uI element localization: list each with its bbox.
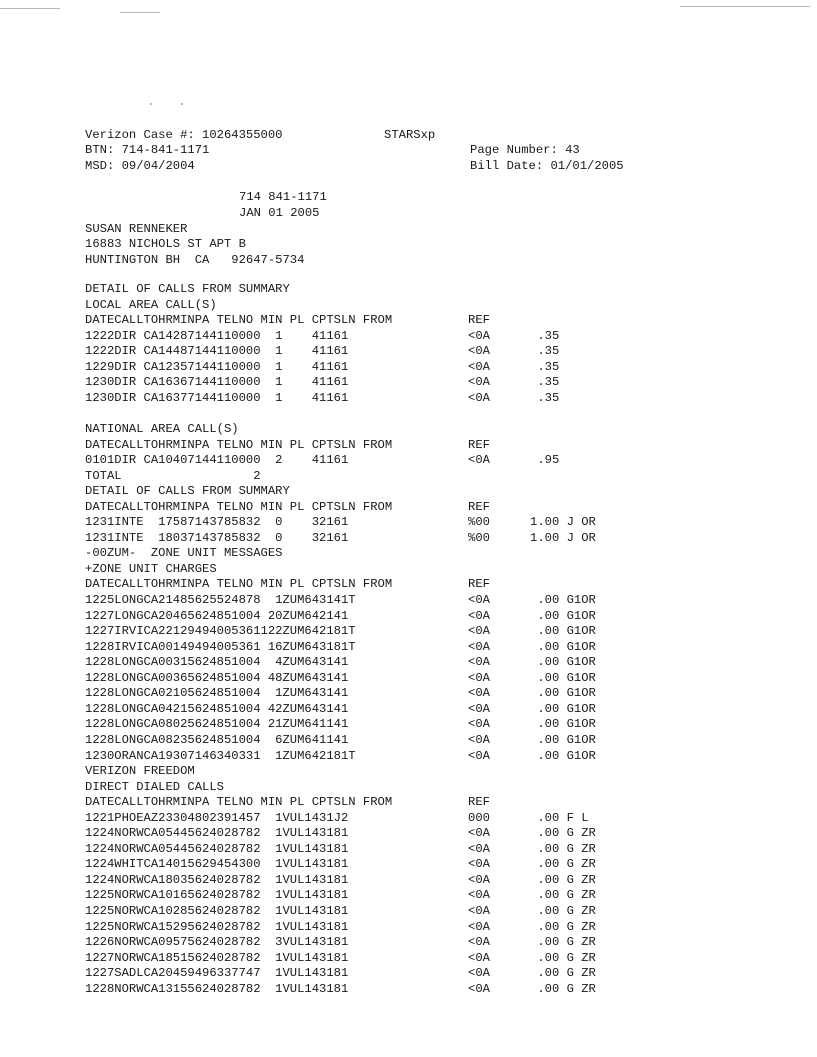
- detail-line-ref: <0A: [468, 982, 490, 996]
- detail-line-amount: .00 G ZR: [530, 888, 596, 902]
- scan-speck: [0, 8, 60, 9]
- bill-date: Bill Date: 01/01/2005: [470, 159, 624, 173]
- detail-line-ref: <0A: [468, 935, 490, 949]
- account-phone: 714 841-1171: [239, 190, 327, 204]
- detail-line-ref: <0A: [468, 686, 490, 700]
- detail-line-amount: .00 G ZR: [530, 857, 596, 871]
- detail-line-text: 1227IRVICA22129494005361122ZUM642181T: [85, 624, 356, 638]
- detail-line-ref: REF: [468, 438, 490, 452]
- detail-line-ref: <0A: [468, 329, 490, 343]
- detail-line-ref: <0A: [468, 951, 490, 965]
- scan-speck: [150, 103, 152, 105]
- detail-line-text: 1230ORANCA19307146340331 1ZUM642181T: [85, 749, 356, 763]
- page-number: Page Number: 43: [470, 143, 580, 157]
- detail-line-text: NATIONAL AREA CALL(S): [85, 422, 239, 436]
- detail-line-text: 1228LONGCA04215624851004 42ZUM643141: [85, 702, 349, 716]
- detail-line-text: 0101DIR CA10407144110000 2 41161: [85, 453, 349, 467]
- detail-line-amount: .00 G ZR: [530, 920, 596, 934]
- detail-line-ref: <0A: [468, 717, 490, 731]
- customer-city: HUNTINGTON BH CA 92647-5734: [85, 253, 305, 267]
- detail-line-text: 1225NORWCA10165624028782 1VUL143181: [85, 888, 349, 902]
- detail-line-amount: .00 G ZR: [530, 826, 596, 840]
- detail-line-text: DETAIL OF CALLS FROM SUMMARY: [85, 484, 290, 498]
- detail-line-text: 1224WHITCA14015629454300 1VUL143181: [85, 857, 349, 871]
- detail-line-text: DATECALLTOHRMINPA TELNO MIN PL CPTSLN FROM: [85, 438, 393, 452]
- detail-line-amount: .00 G ZR: [530, 935, 596, 949]
- detail-line-amount: .35: [530, 391, 560, 405]
- detail-line-ref: <0A: [468, 344, 490, 358]
- system-name: STARSxp: [384, 128, 436, 142]
- detail-line-text: 1230DIR CA16377144110000 1 41161: [85, 391, 349, 405]
- detail-line-ref: <0A: [468, 749, 490, 763]
- detail-line-text: DATECALLTOHRMINPA TELNO MIN PL CPTSLN FROM: [85, 795, 393, 809]
- detail-line-text: 1228IRVICA00149494005361 16ZUM643181T: [85, 640, 356, 654]
- detail-line-text: 1228LONGCA00315624851004 4ZUM643141: [85, 655, 349, 669]
- detail-line-text: 1225NORWCA10285624028782 1VUL143181: [85, 904, 349, 918]
- detail-line-amount: .00 G ZR: [530, 982, 596, 996]
- detail-line-amount: .00 G1OR: [530, 686, 596, 700]
- customer-street: 16883 NICHOLS ST APT B: [85, 237, 246, 251]
- detail-line-text: 1228NORWCA13155624028782 1VUL143181: [85, 982, 349, 996]
- detail-line-ref: <0A: [468, 375, 490, 389]
- detail-line-amount: 1.00 J OR: [530, 531, 596, 545]
- detail-line-amount: .00 G1OR: [530, 702, 596, 716]
- detail-line-ref: <0A: [468, 702, 490, 716]
- detail-line-ref: REF: [468, 313, 490, 327]
- detail-line-ref: <0A: [468, 966, 490, 980]
- detail-line-text: TOTAL 2: [85, 469, 261, 483]
- btn-number: BTN: 714-841-1171: [85, 143, 210, 157]
- detail-line-amount: 1.00 J OR: [530, 515, 596, 529]
- detail-line-text: 1226NORWCA09575624028782 3VUL143181: [85, 935, 349, 949]
- detail-line-amount: .00 G ZR: [530, 904, 596, 918]
- detail-line-ref: <0A: [468, 655, 490, 669]
- detail-line-amount: .00 G1OR: [530, 671, 596, 685]
- detail-line-text: DATECALLTOHRMINPA TELNO MIN PL CPTSLN FROM: [85, 500, 393, 514]
- detail-line-amount: .00 G1OR: [530, 624, 596, 638]
- detail-line-ref: <0A: [468, 842, 490, 856]
- detail-line-ref: <0A: [468, 671, 490, 685]
- detail-line-text: LOCAL AREA CALL(S): [85, 298, 217, 312]
- detail-line-text: DATECALLTOHRMINPA TELNO MIN PL CPTSLN FROM: [85, 577, 393, 591]
- detail-line-text: DETAIL OF CALLS FROM SUMMARY: [85, 282, 290, 296]
- detail-line-text: 1222DIR CA14487144110000 1 41161: [85, 344, 349, 358]
- detail-line-ref: <0A: [468, 360, 490, 374]
- detail-line-ref: <0A: [468, 733, 490, 747]
- detail-line-amount: .00 G ZR: [530, 842, 596, 856]
- detail-line-ref: <0A: [468, 826, 490, 840]
- detail-line-amount: .35: [530, 375, 560, 389]
- detail-line-ref: <0A: [468, 453, 490, 467]
- detail-line-amount: .00 G1OR: [530, 749, 596, 763]
- detail-line-ref: <0A: [468, 904, 490, 918]
- case-number: Verizon Case #: 10264355000: [85, 128, 283, 142]
- detail-line-ref: <0A: [468, 888, 490, 902]
- scan-speck: [120, 12, 160, 13]
- detail-line-text: 1224NORWCA05445624028782 1VUL143181: [85, 842, 349, 856]
- detail-line-ref: REF: [468, 795, 490, 809]
- detail-line-text: 1222DIR CA14287144110000 1 41161: [85, 329, 349, 343]
- detail-line-text: 1227SADLCA20459496337747 1VUL143181: [85, 966, 349, 980]
- detail-line-amount: .00 F L: [530, 811, 589, 825]
- detail-line-amount: .00 G1OR: [530, 609, 596, 623]
- detail-line-ref: <0A: [468, 593, 490, 607]
- detail-line-ref: REF: [468, 500, 490, 514]
- detail-line-ref: <0A: [468, 857, 490, 871]
- detail-line-amount: .00 G1OR: [530, 593, 596, 607]
- detail-line-text: DIRECT DIALED CALLS: [85, 780, 224, 794]
- detail-line-ref: %00: [468, 531, 490, 545]
- detail-line-amount: .35: [530, 344, 560, 358]
- detail-line-amount: .00 G ZR: [530, 951, 596, 965]
- detail-line-text: 1231INTE 17587143785832 0 32161: [85, 515, 349, 529]
- msd-date: MSD: 09/04/2004: [85, 159, 195, 173]
- detail-line-text: 1228LONGCA08025624851004 21ZUM641141: [85, 717, 349, 731]
- detail-line-text: 1221PHOEAZ23304802391457 1VUL1431J2: [85, 811, 349, 825]
- detail-line-text: 1231INTE 18037143785832 0 32161: [85, 531, 349, 545]
- detail-line-amount: .35: [530, 329, 560, 343]
- detail-line-amount: .95: [530, 453, 560, 467]
- detail-line-text: 1228LONGCA08235624851004 6ZUM641141: [85, 733, 349, 747]
- detail-line-amount: .00 G ZR: [530, 966, 596, 980]
- detail-line-amount: .00 G1OR: [530, 733, 596, 747]
- scan-speck: [181, 103, 183, 105]
- detail-line-ref: 000: [468, 811, 490, 825]
- detail-line-ref: <0A: [468, 624, 490, 638]
- detail-line-text: 1224NORWCA18035624028782 1VUL143181: [85, 873, 349, 887]
- detail-line-text: -00ZUM- ZONE UNIT MESSAGES: [85, 546, 283, 560]
- detail-line-ref: REF: [468, 577, 490, 591]
- detail-line-amount: .35: [530, 360, 560, 374]
- detail-line-text: 1229DIR CA12357144110000 1 41161: [85, 360, 349, 374]
- detail-line-amount: .00 G1OR: [530, 640, 596, 654]
- statement-date: JAN 01 2005: [239, 206, 320, 220]
- detail-line-amount: .00 G1OR: [530, 655, 596, 669]
- detail-line-text: 1228LONGCA02105624851004 1ZUM643141: [85, 686, 349, 700]
- detail-line-ref: %00: [468, 515, 490, 529]
- scan-speck: [680, 6, 810, 7]
- detail-line-ref: <0A: [468, 609, 490, 623]
- detail-line-ref: <0A: [468, 391, 490, 405]
- detail-line-amount: .00 G1OR: [530, 717, 596, 731]
- detail-line-ref: <0A: [468, 640, 490, 654]
- detail-line-text: 1228LONGCA00365624851004 48ZUM643141: [85, 671, 349, 685]
- detail-line-amount: .00 G ZR: [530, 873, 596, 887]
- detail-line-text: 1224NORWCA05445624028782 1VUL143181: [85, 826, 349, 840]
- detail-line-text: VERIZON FREEDOM: [85, 764, 195, 778]
- detail-line-text: 1227LONGCA20465624851004 20ZUM642141: [85, 609, 349, 623]
- detail-line-text: 1225NORWCA15295624028782 1VUL143181: [85, 920, 349, 934]
- detail-line-text: 1227NORWCA18515624028782 1VUL143181: [85, 951, 349, 965]
- customer-name: SUSAN RENNEKER: [85, 222, 188, 236]
- detail-line-ref: <0A: [468, 920, 490, 934]
- detail-line-text: +ZONE UNIT CHARGES: [85, 562, 217, 576]
- detail-line-ref: <0A: [468, 873, 490, 887]
- detail-line-text: 1230DIR CA16367144110000 1 41161: [85, 375, 349, 389]
- detail-line-text: DATECALLTOHRMINPA TELNO MIN PL CPTSLN FROM: [85, 313, 393, 327]
- detail-line-text: 1225LONGCA21485625524878 1ZUM643141T: [85, 593, 356, 607]
